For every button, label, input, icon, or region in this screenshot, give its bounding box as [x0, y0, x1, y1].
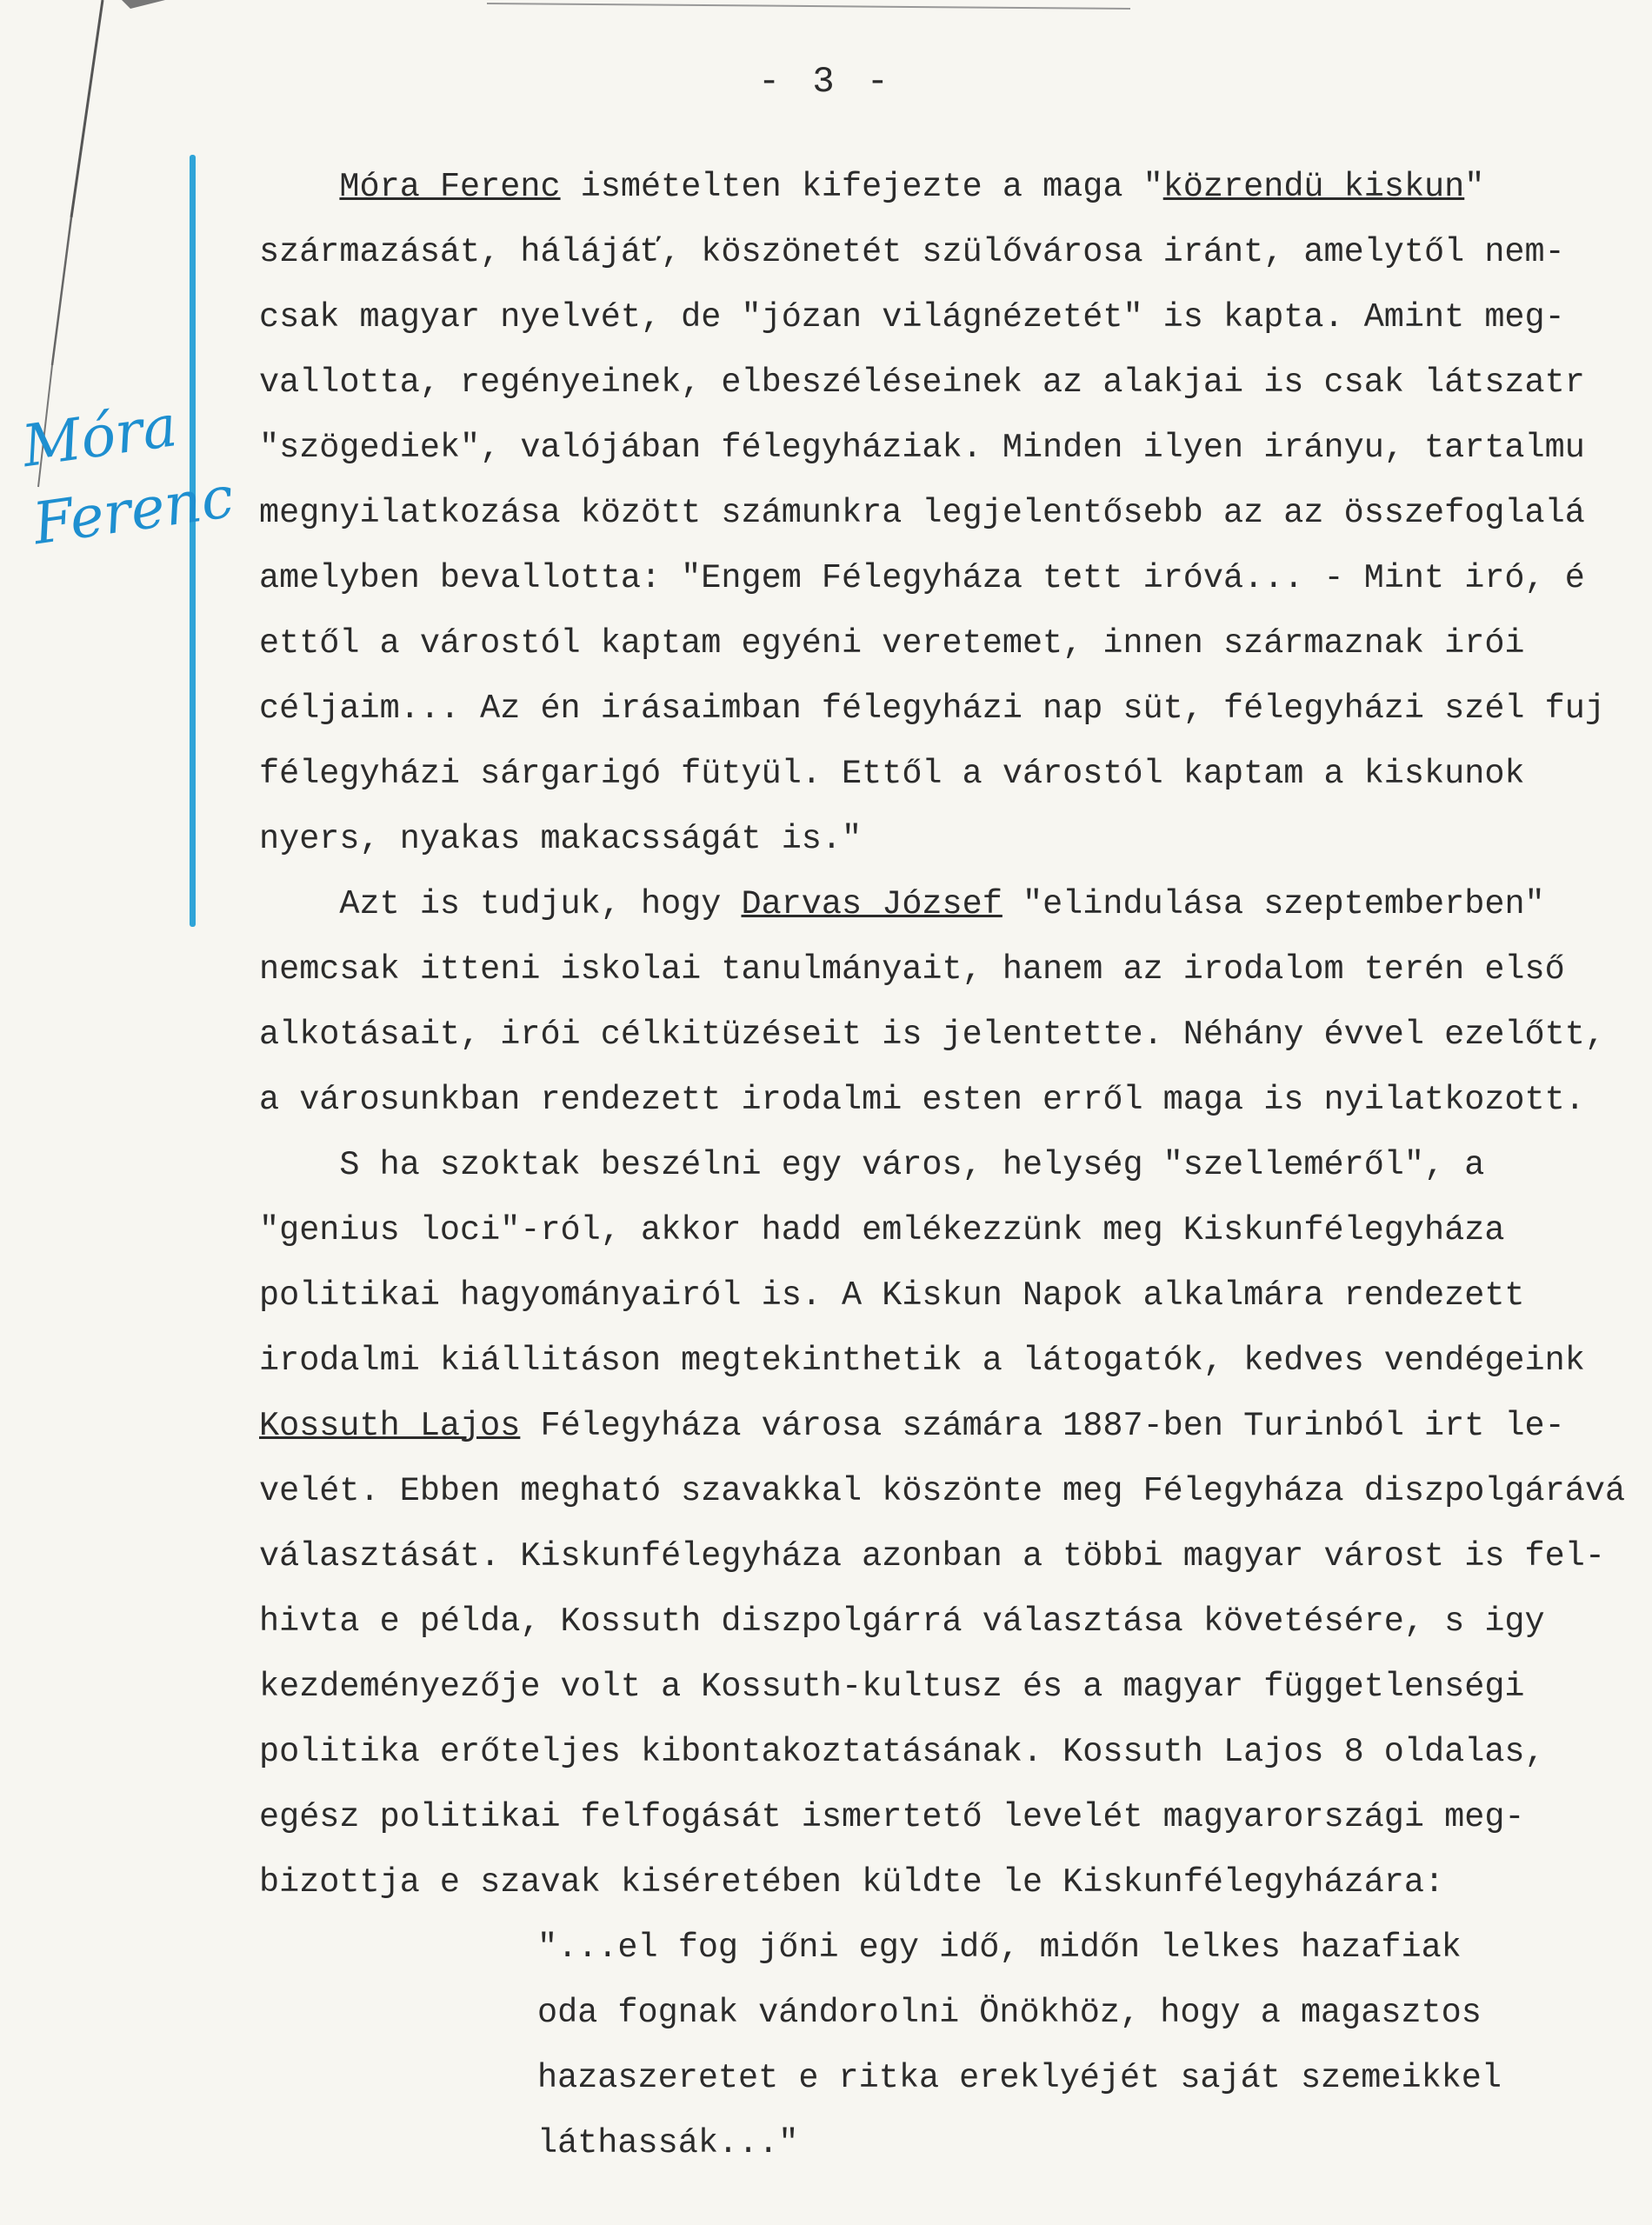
text-run: céljaim... Az én irásaimban félegyházi nap süt, félegyházi szél fuj	[259, 689, 1605, 728]
block-quote	[259, 1915, 1615, 2176]
underlined-name: Kossuth Lajos	[259, 1407, 521, 1445]
text-line	[259, 1589, 1615, 1655]
text-run: a városunkban rendezett irodalmi esten erről maga is nyilatkozott.	[259, 1081, 1585, 1119]
text-run: politikai hagyományairól is. A Kiskun Napok alkalmára rendezett	[259, 1276, 1525, 1315]
text-run: nemcsak itteni iskolai tanulmányait, hanem az irodalom terén első	[259, 950, 1565, 989]
text-line	[259, 481, 1615, 546]
underlined-name: Móra Ferenc	[339, 168, 561, 206]
text-line	[259, 350, 1615, 416]
text-run: "	[1464, 168, 1485, 206]
text-line	[259, 1655, 1615, 1720]
text-run: kezdeményezője volt a Kossuth-kultusz és a magyar függetlenségi	[259, 1668, 1525, 1706]
text-line	[259, 1133, 1615, 1198]
text-line	[259, 1329, 1615, 1394]
text-line	[259, 611, 1615, 676]
text-line	[259, 807, 1615, 872]
text-line	[259, 220, 1615, 285]
text-line	[259, 1003, 1615, 1068]
text-run: megnyilatkozása között számunkra legjelentősebb az az összefoglalá	[259, 494, 1585, 532]
underlined-name: Darvas József	[741, 885, 1003, 923]
text-line	[259, 676, 1615, 742]
text-run: nyers, nyakas makacsságát is."	[259, 820, 863, 858]
text-run: amelyben bevallotta: "Engem Félegyháza tett iróvá... - Mint iró, é	[259, 559, 1585, 597]
text-line	[259, 1198, 1615, 1263]
text-run: velét. Ebben megható szavakkal köszönte meg Félegyháza diszpolgárává	[259, 1472, 1626, 1510]
text-line	[259, 1263, 1615, 1329]
typewritten-text-body	[259, 155, 1626, 2176]
text-run: egész politikai felfogását ismertető levelét magyarországi meg-	[259, 1798, 1525, 1836]
text-run: Azt is tudjuk, hogy	[259, 885, 742, 923]
text-line	[259, 1394, 1615, 1459]
text-run: S ha szoktak beszélni egy város, helység "szelleméről", a	[259, 1146, 1485, 1184]
text-line	[259, 546, 1615, 611]
paragraph	[259, 872, 1615, 1133]
text-line	[259, 155, 1615, 220]
text-run: alkotásait, irói célkitüzéseit is jelentette. Néhány évvel ezelőtt,	[259, 1016, 1605, 1054]
page-number: - 3 -	[757, 61, 895, 103]
handwritten-margin-note	[17, 383, 238, 563]
underlined-name: közrendü kiskun	[1162, 168, 1465, 206]
quote-line: láthassák..."	[537, 2124, 799, 2162]
text-run	[259, 168, 339, 206]
text-line	[259, 742, 1615, 807]
text-line	[259, 1850, 1615, 1915]
paragraph	[259, 1133, 1626, 1915]
text-run: hivta e példa, Kossuth diszpolgárrá választása követésére, s igy	[259, 1602, 1545, 1641]
text-run: csak magyar nyelvét, de "józan világnézetét" is kapta. Amint meg-	[259, 298, 1565, 336]
text-run: vallotta, regényeinek, elbeszéléseinek az alakjai is csak látszatr	[259, 363, 1585, 402]
text-run: "elindulása szeptemberben"	[1002, 885, 1545, 923]
paragraph	[259, 155, 1615, 872]
margin-note-line: Ferenc	[29, 463, 238, 558]
text-run: Félegyháza városa számára 1887-ben Turinból irt le-	[520, 1407, 1565, 1445]
text-line	[259, 1068, 1615, 1133]
text-run: származását, hálájáť, köszönetét szülővárosa iránt, amelytől nem-	[259, 233, 1565, 271]
text-line	[259, 416, 1615, 481]
text-run: ettől a várostól kaptam egyéni veretemet, innen származnak irói	[259, 624, 1525, 663]
text-run: bizottja e szavak kiséretében küldte le Kiskunfélegyházára:	[259, 1863, 1445, 1902]
text-run: ismételten kifejezte a maga "	[560, 168, 1163, 206]
text-run: politika erőteljes kibontakoztatásának. Kossuth Lajos 8 oldalas,	[259, 1733, 1545, 1771]
margin-note-line: Móra	[17, 392, 182, 481]
text-run: "szögediek", valójában félegyháziak. Minden ilyen irányu, tartalmu	[259, 429, 1585, 467]
text-line	[259, 1785, 1615, 1850]
text-line	[259, 1524, 1615, 1589]
text-run: választását. Kiskunfélegyháza azonban a többi magyar várost is fel-	[259, 1537, 1605, 1575]
text-run: "genius loci"-ról, akkor hadd emlékezzünk meg Kiskunfélegyháza	[259, 1211, 1505, 1249]
quote-line: hazaszeretet e ritka ereklyéjét saját szemeikkel	[537, 2059, 1502, 2097]
text-line	[259, 1459, 1626, 1524]
text-line	[259, 872, 1615, 937]
text-line	[259, 937, 1615, 1003]
text-line	[259, 1720, 1615, 1785]
quote-line: "...el fog jőni egy idő, midőn lelkes hazafiak	[537, 1929, 1462, 1967]
text-line	[259, 285, 1615, 350]
text-run: irodalmi kiállitáson megtekinthetik a látogatók, kedves vendégeink	[259, 1342, 1585, 1380]
text-run: félegyházi sárgarigó fütyül. Ettől a várostól kaptam a kiskunok	[259, 755, 1525, 793]
quote-line: oda fognak vándorolni Önökhöz, hogy a magasztos	[537, 1994, 1482, 2032]
